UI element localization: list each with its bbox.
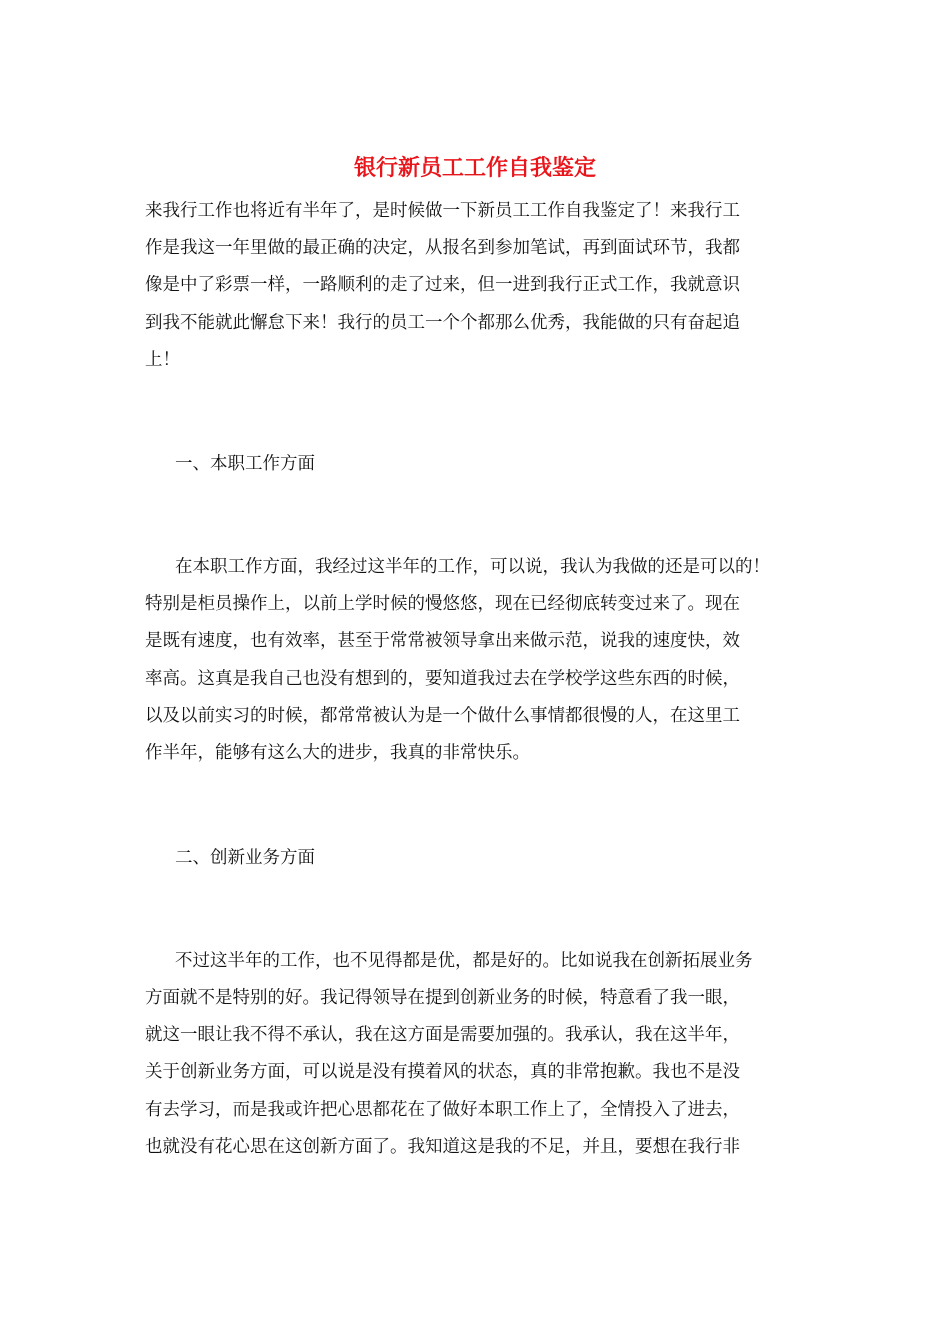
- section2-line: 有去学习，而是我或许把心思都花在了做好本职工作上了，全情投入了进去，: [145, 1100, 740, 1120]
- section-heading-2: 二、创新业务方面: [175, 848, 315, 868]
- section1-line: 特别是柜员操作上，以前上学时候的慢悠悠，现在已经彻底转变过来了。现在: [145, 594, 740, 614]
- intro-line: 到我不能就此懈怠下来！我行的员工一个个都那么优秀，我能做的只有奋起追: [145, 313, 740, 333]
- section2-line: 就这一眼让我不得不承认，我在这方面是需要加强的。我承认，我在这半年，: [145, 1025, 740, 1045]
- section2-line: 方面就不是特别的好。我记得领导在提到创新业务的时候，特意看了我一眼，: [145, 988, 740, 1008]
- section1-line: 以及以前实习的时候，都常常被认为是一个做什么事情都很慢的人，在这里工: [145, 706, 740, 726]
- intro-line: 像是中了彩票一样，一路顺利的走了过来，但一进到我行正式工作，我就意识: [145, 275, 740, 295]
- section1-line: 作半年，能够有这么大的进步，我真的非常快乐。: [145, 743, 530, 763]
- intro-line: 来我行工作也将近有半年了，是时候做一下新员工工作自我鉴定了！来我行工: [145, 201, 740, 221]
- section2-line: 关于创新业务方面，可以说是没有摸着风的状态，真的非常抱歉。我也不是没: [145, 1062, 740, 1082]
- section1-line: 是既有速度，也有效率，甚至于常常被领导拿出来做示范，说我的速度快，效: [145, 631, 740, 651]
- document-title: 银行新员工工作自我鉴定: [353, 155, 596, 181]
- intro-line: 作是我这一年里做的最正确的决定，从报名到参加笔试，再到面试环节，我都: [145, 238, 740, 258]
- section2-line: 也就没有花心思在这创新方面了。我知道这是我的不足，并且，要想在我行非: [145, 1137, 740, 1157]
- section1-line: 在本职工作方面，我经过这半年的工作，可以说，我认为我做的还是可以的！: [175, 557, 770, 577]
- section-heading-1: 一、本职工作方面: [175, 454, 315, 474]
- intro-line: 上！: [145, 350, 180, 370]
- section1-line: 率高。这真是我自己也没有想到的，要知道我过去在学校学这些东西的时候，: [145, 669, 740, 689]
- section2-line: 不过这半年的工作，也不见得都是优，都是好的。比如说我在创新拓展业务: [175, 951, 753, 971]
